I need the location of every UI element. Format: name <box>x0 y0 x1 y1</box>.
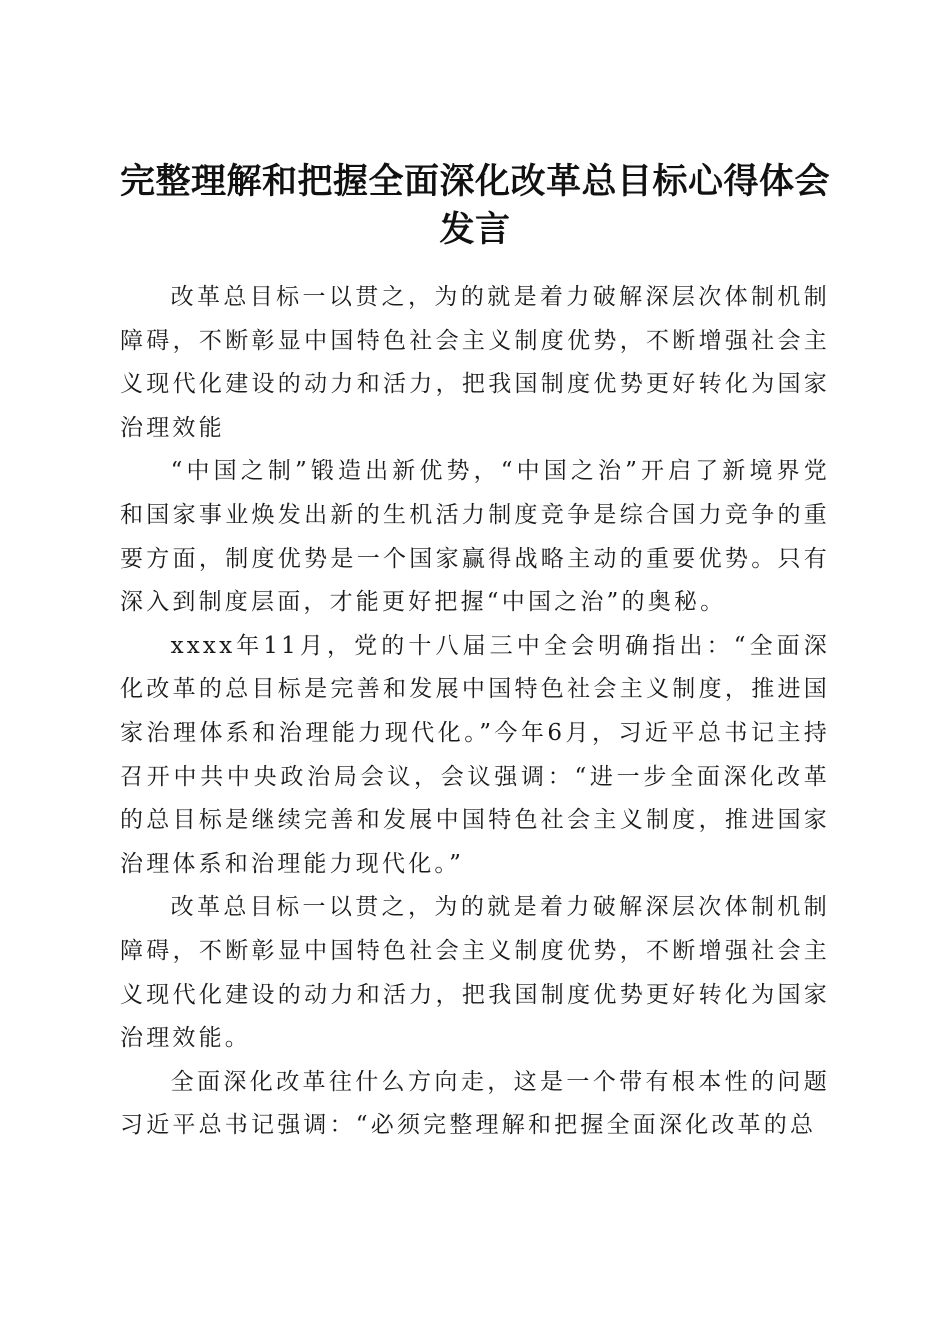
paragraph-5: 全面深化改革往什么方向走，这是一个带有根本性的问题习近平总书记强调：“必须完整理解和把握全面深化改革的总 <box>120 1068 830 1139</box>
paragraph-4: 改革总目标一以贯之，为的就是着力破解深层次体制机制障碍，不断彰显中国特色社会主义制度优势，不断增强社会主义现代化建设的动力和活力，把我国制度优势更好转化为国家治理效能。 <box>120 894 830 1052</box>
paragraph-1: 改革总目标一以贯之，为的就是着力破解深层次体制机制障碍，不断彰显中国特色社会主义制度优势，不断增强社会主义现代化建设的动力和活力，把我国制度优势更好转化为国家治理效能 <box>120 284 830 441</box>
document-title: 完整理解和把握全面深化改革总目标心得体会发言 <box>119 161 830 251</box>
paragraph-2: “中国之制”锻造出新优势，“中国之治”开启了新境界党和国家事业焕发出新的生机活力制度竞争是综合国力竞争的重要方面，制度优势是一个国家赢得战略主动的重要优势。只有深入到制度层面，才能更好把握“中国之治”的奥秘。 <box>120 458 830 616</box>
document-body <box>120 276 830 1148</box>
paragraph-3: xxxx年11月，党的十八届三中全会明确指出：“全面深化改革的总目标是完善和发展中国特色社会主义制度，推进国家治理体系和治理能力现代化。”今年6月，习近平总书记主持召开中共中央政治局会议，会议强调：“进一步全面深化改革的总目标是继续完善和发展中国特色社会主义制度，推进国家治理体系和治理能力现代化。” <box>120 632 830 877</box>
